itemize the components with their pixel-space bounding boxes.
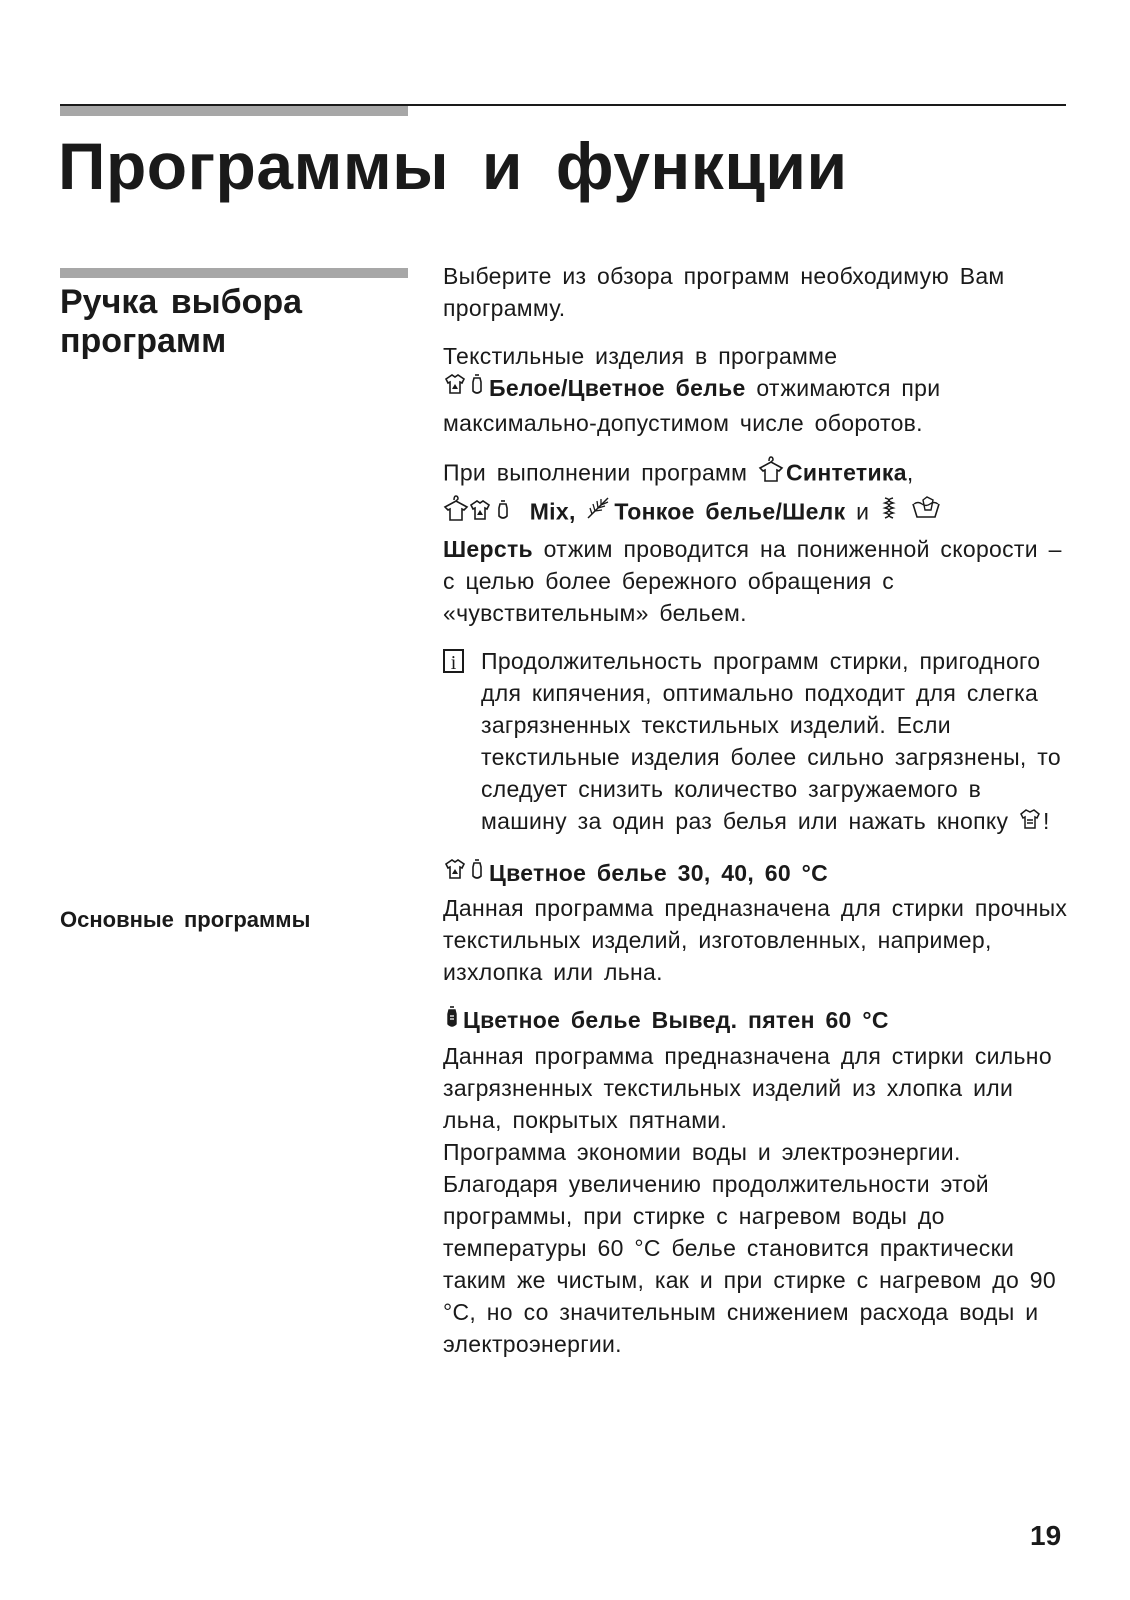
- delicate-silk-feather-icon: [586, 496, 612, 528]
- program-description: Данная программа предназначена для стирки сильно загрязненных текстильных изделий из хлопка или льна, покрытых пятнами.: [443, 1042, 1052, 1133]
- basic-programs-label: Основные программы: [60, 907, 311, 932]
- page-title: Программы и функции: [58, 129, 848, 203]
- extra-rinse-button-icon: [1019, 806, 1041, 838]
- cotton-paragraph: Текстильные изделия в программе Белое/Цветное белье отжимаются при максимально-допустимом числе оборотов.: [443, 343, 941, 437]
- section-accent-bar: [60, 268, 408, 278]
- cotton-shirt-icon: [443, 857, 487, 889]
- cotton-shirt-icon: [443, 372, 487, 404]
- main-column: [443, 260, 1075, 1360]
- reduced-spin-paragraph: При выполнении программ Синтетика, Mix, Тонкое белье/Шелк и Шерсть отжим проводится на пониженной скорости – с целью более бережного обращения с «чувствительным» бельем.: [443, 455, 1075, 629]
- wool-yarn-icon: [880, 495, 898, 529]
- intro-paragraph: Выберите из обзора программ необходимую Вам программу.: [443, 263, 1005, 321]
- info-icon: i: [443, 649, 464, 673]
- hand-wash-tub-icon: [911, 496, 941, 528]
- program-heading: Цветное белье Вывед. пятен 60 °C: [463, 1007, 889, 1034]
- program-stain-removal: [443, 1004, 1075, 1359]
- title-rule: [60, 104, 1066, 106]
- page-number: 19: [1030, 1520, 1062, 1551]
- stain-removal-bottle-icon: [443, 1005, 461, 1037]
- info-note: i Продолжительность программ стирки, пригодного для кипячения, оптимально подходит для слегка загрязненных текстильных изделий. Если текстильные изделия более сильно загрязнены, то следует снизить количество загружаемого в машину за один раз белья или нажать кнопку !: [443, 645, 1075, 840]
- program-economy-description: Программа экономии воды и электроэнергии. Благодаря увеличению продолжительности этой программы, при стирке с нагревом воды до температуры 60 °C белье становится практически таким же чистым, как и при стирке с нагревом до 90 °C, но со значительным снижением расхода воды и электроэнергии.: [443, 1138, 1056, 1357]
- note-text: Продолжительность программ стирки, пригодного для кипячения, оптимально подходит для слегка загрязненных текстильных изделий. Если текстильные изделия более сильно загрязнены, то следует снизить количество загружаемого в машину за один раз белья или нажать кнопку: [481, 648, 1061, 835]
- section-heading: Ручка выбора программ: [60, 283, 303, 360]
- program-colored-laundry: [443, 857, 1075, 988]
- mix-icons: [443, 494, 517, 530]
- program-description: Данная программа предназначена для стирки прочных текстильных изделий, изготовленных, например, изхлопка или льна.: [443, 895, 1068, 986]
- synthetics-hanger-shirt-icon: [758, 455, 784, 491]
- program-heading: Цветное белье 30, 40, 60 °C: [489, 859, 829, 886]
